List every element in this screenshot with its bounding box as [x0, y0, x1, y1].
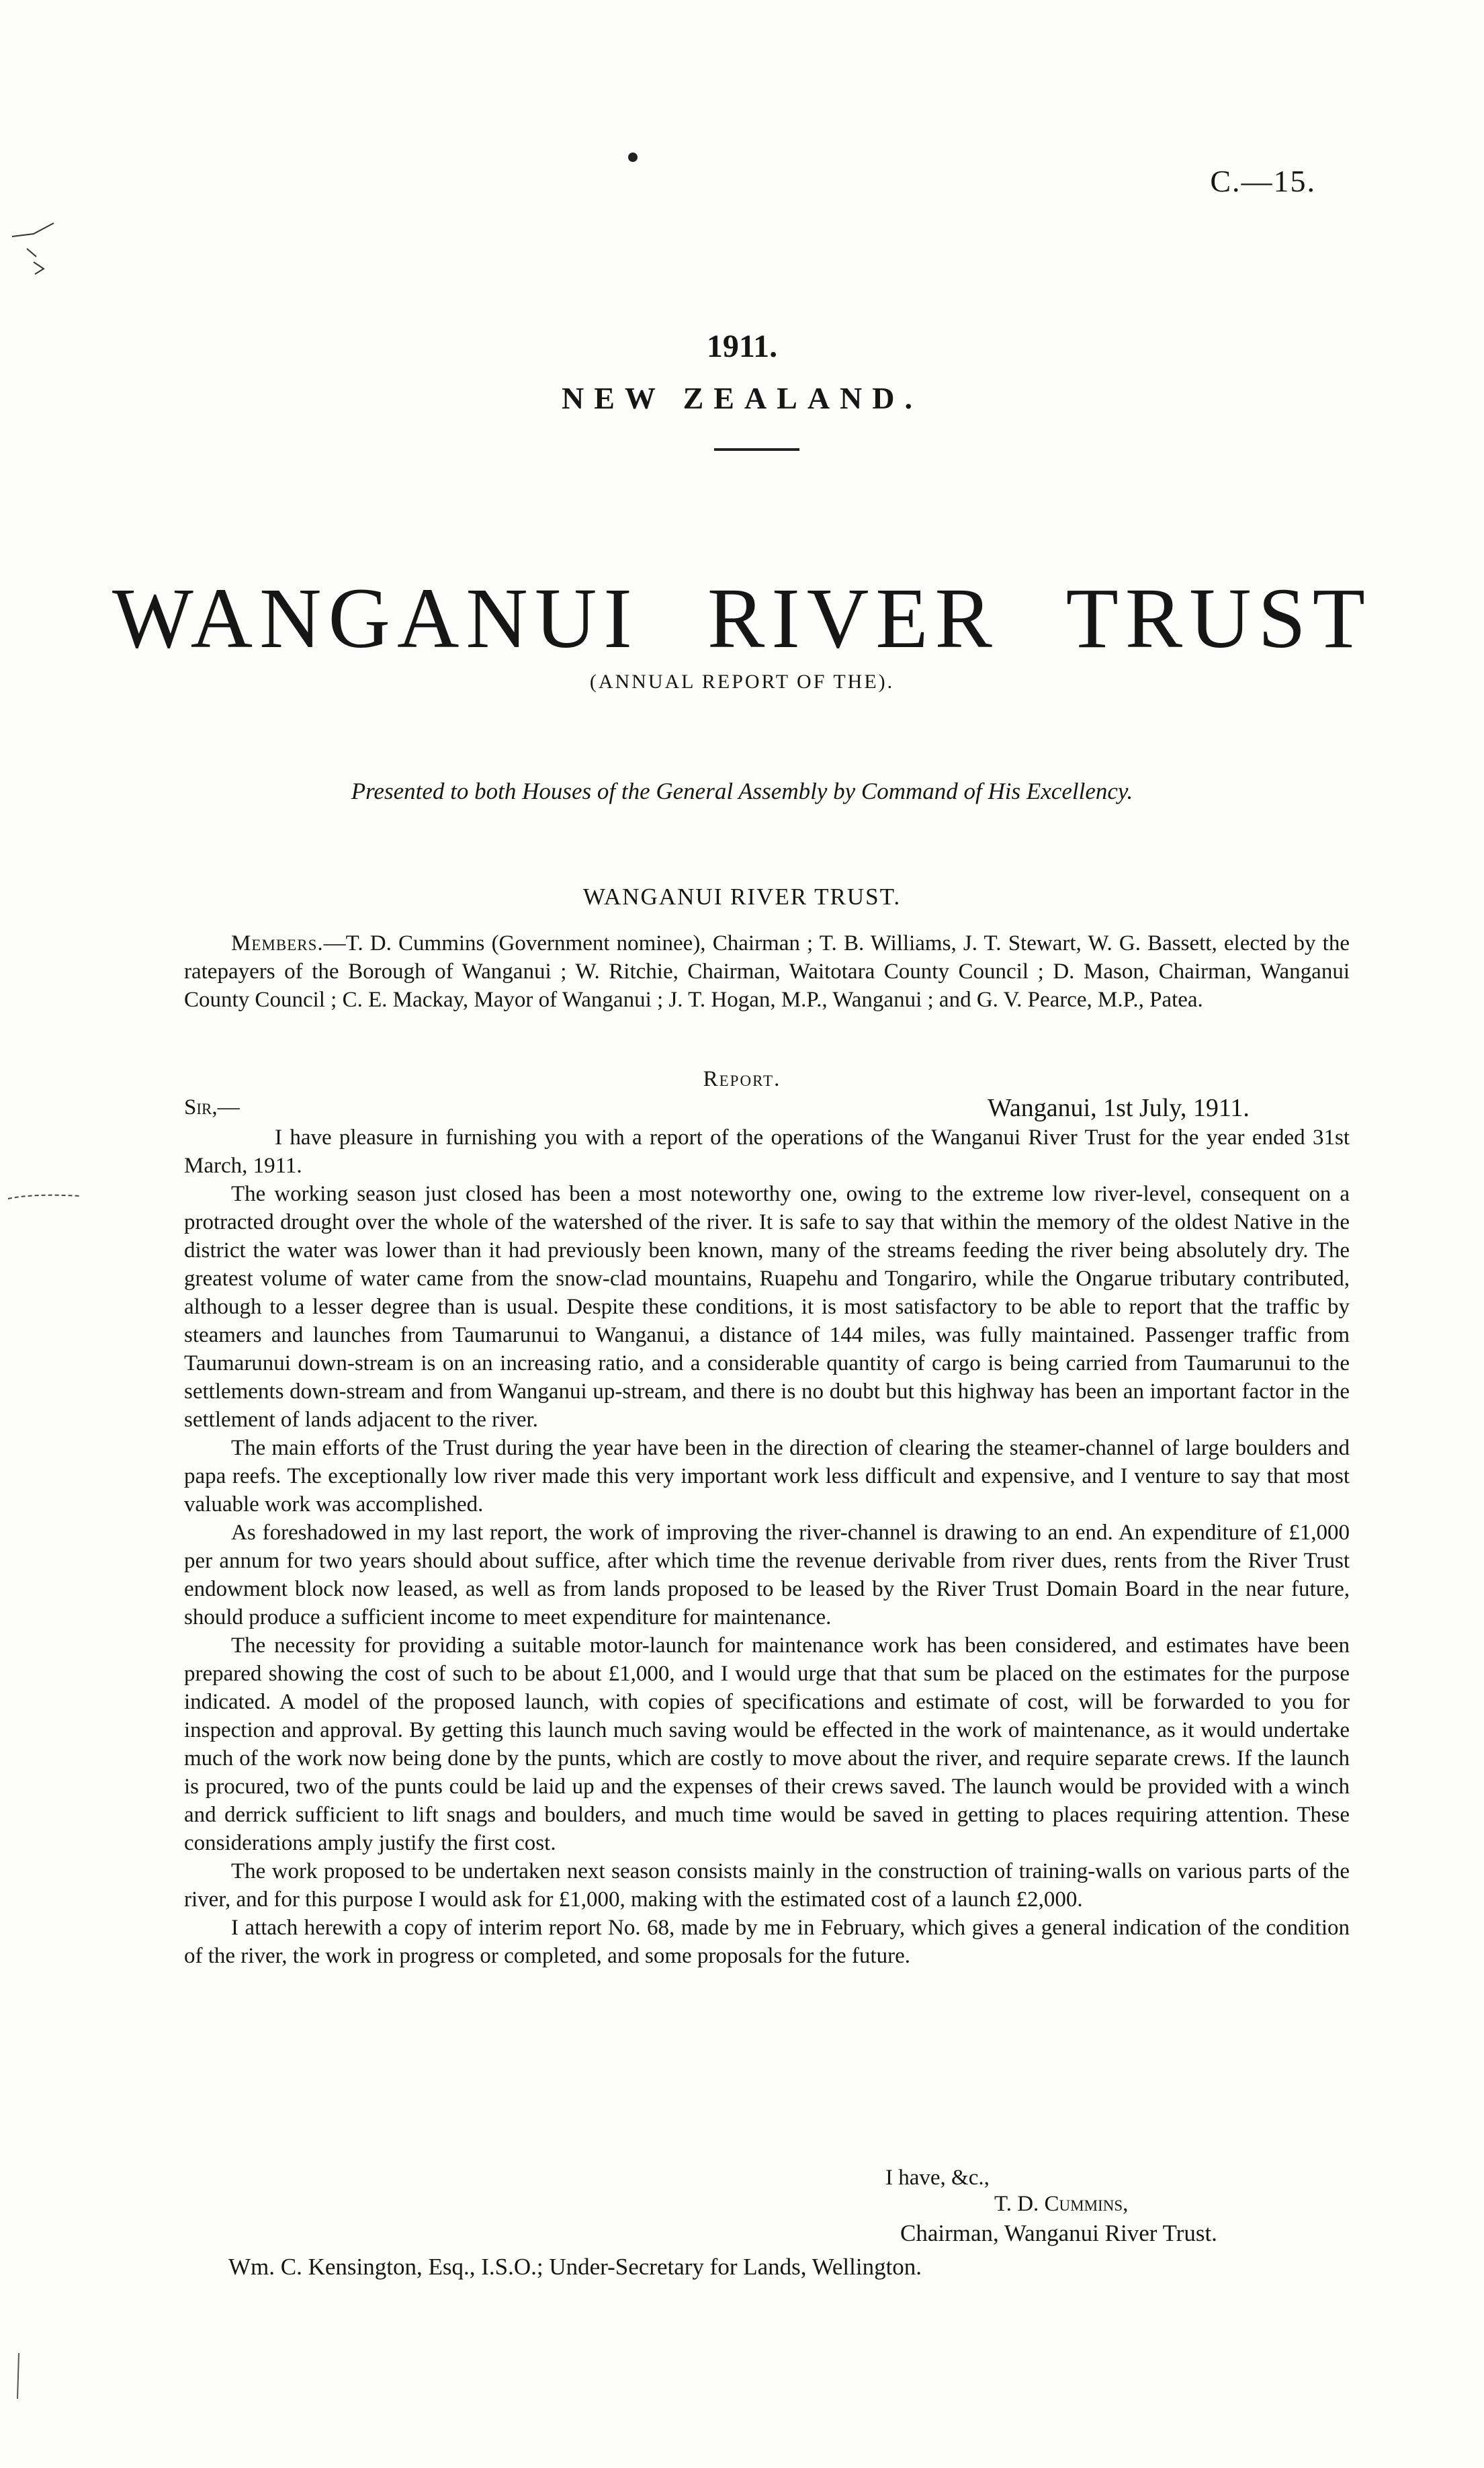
report-heading: Report.	[703, 1067, 781, 1091]
signatory-title: Chairman, Wanganui River Trust.	[900, 2220, 1217, 2246]
ink-dot	[628, 153, 638, 162]
scan-mark-bottom	[12, 2352, 26, 2406]
country: NEW ZEALAND.	[562, 381, 922, 415]
closing-line: I have, &c.,	[885, 2166, 990, 2190]
year: 1911.	[706, 329, 778, 364]
document-title: WANGANUI RIVER TRUST	[112, 570, 1372, 666]
report-paragraph: As foreshadowed in my last report, the work of improving the river-channel is drawing to an end. An expenditure of £1,000 per annum for two years should about suffice, after which time the revenue derivable from river dues, rents from the River Trust endowment block now leased, as well as from lands proposed to be leased by the River Trust Domain Board in the near future, should produce a sufficient income to meet expenditure for maintenance.	[184, 1521, 1350, 1629]
presented-line: Presented to both Houses of the General Assembly by Command of His Excellency.	[351, 778, 1133, 804]
report-paragraph: The main efforts of the Trust during the year have been in the direction of clearing the steamer-channel of large boulders and papa reefs. The exceptionally low river made this very important work less difficult and expensive, and I venture to say that most valuable work was accomplished.	[184, 1436, 1350, 1517]
title-rule	[714, 448, 799, 451]
report-paragraph: The necessity for providing a suitable motor-launch for maintenance work has been considered, and estimates have been prepared showing the cost of such to be about £1,000, and I would urge that that sum be placed on the estimates for the purpose indicated. A model of the proposed launch, with copies of specifications and estimate of cost, will be forwarded to you for inspection and approval. By getting this launch much saving would be effected in the work of maintenance, as it would undertake much of the work now being done by the punts, which are costly to move about the river, and require separate crews. If the launch is procured, two of the punts could be laid up and the expenses of their crews saved. The launch would be provided with a winch and derrick sufficient to lift snags and boulders, and much time would be saved in getting to places requiring attention. These considerations amply justify the first cost.	[184, 1633, 1350, 1855]
report-paragraph: I attach herewith a copy of interim report No. 68, made by me in February, which gives a general indication of the condition of the river, the work in progress or completed, and some proposals for the future.	[184, 1916, 1350, 1968]
report-paragraph: I have pleasure in furnishing you with a report of the operations of the Wanganui River Trust for the year ended 31st March, 1911.	[184, 1125, 1350, 1178]
paper-reference: C.—15.	[1210, 164, 1316, 198]
addressee: Wm. C. Kensington, Esq., I.S.O.; Under-Secretary for Lands, Wellington.	[228, 2254, 922, 2280]
report-paragraph: The working season just closed has been a most noteworthy one, owing to the extreme low river-level, consequent on a protracted drought over the whole of the watershed of the river. It is safe to say that within the memory of the oldest Native in the district the water was lower than it had previously been known, many of the streams feeding the river being absolutely dry. The greatest volume of water came from the snow-clad mountains, Ruapehu and Tongariro, while the Ongarue tributary contributed, although to a lesser degree than is usual. Despite these conditions, it is most satisfactory to be able to report that the traffic by steamers and launches from Taumarunui to Wanganui, a distance of 144 miles, was fully maintained. Passenger traffic from Taumarunui down-stream is on an increasing ratio, and a considerable quantity of cargo is being carried from Taumarunui to the settlements down-stream and from Wanganui up-stream, and there is no doubt but this highway has been an important factor in the settlement of lands adjacent to the river.	[184, 1182, 1350, 1432]
members-lead: Members.	[231, 931, 324, 955]
members-text: —T. D. Cummins (Government nominee), Chairman ; T. B. Williams, J. T. Stewart, W. G. Bassett, elected by the ratepayers of the Borough of Wanganui ; W. Ritchie, Chairman, Waitotara County Council ; D. Mason, Chairman, Wanganui County Council ; C. E. Mackay, Mayor of Wanganui ; J. T. Hogan, M.P., Wanganui ; and G. V. Pearce, M.P., Patea.	[184, 931, 1350, 1012]
dateline: Wanganui, 1st July, 1911.	[988, 1094, 1250, 1122]
document-subtitle: (ANNUAL REPORT OF THE).	[589, 671, 895, 693]
trust-heading: WANGANUI RIVER TRUST.	[582, 884, 902, 910]
report-body	[184, 1123, 1350, 1970]
members-paragraph	[184, 929, 1350, 1014]
scan-mark-middle	[7, 1189, 87, 1209]
scan-mark-top	[7, 208, 60, 282]
signatory-name: T. D. Cummins,	[994, 2192, 1129, 2216]
salutation: Sir,—	[184, 1095, 240, 1119]
report-paragraph: The work proposed to be undertaken next season consists mainly in the construction of training-walls on various parts of the river, and for this purpose I would ask for £1,000, making with the estimated cost of a launch £2,000.	[184, 1859, 1350, 1912]
